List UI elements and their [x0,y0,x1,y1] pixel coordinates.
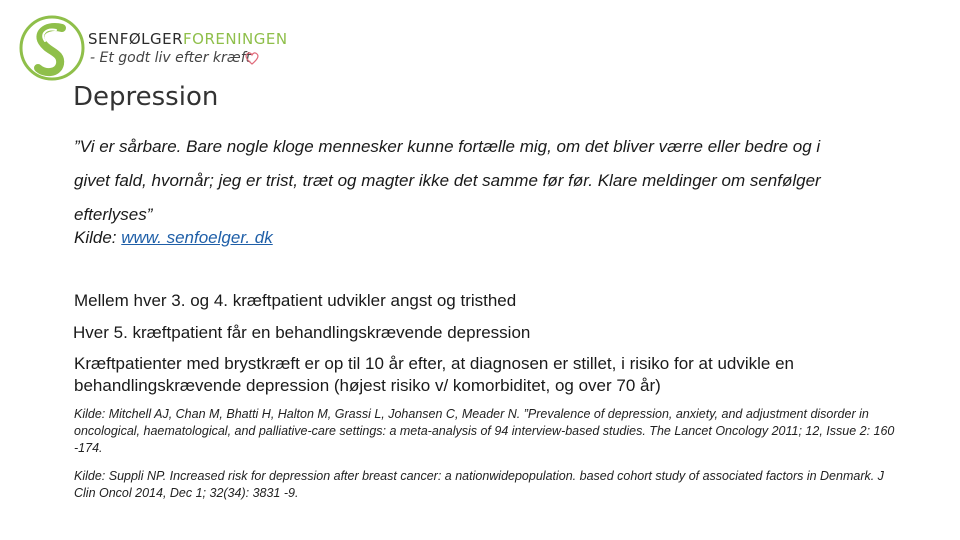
slide-title: Depression [73,82,219,112]
logo-name-part2: FORENINGEN [183,30,288,48]
quote-source [74,228,273,248]
senfolger-logo-icon [18,14,88,82]
fact-anxiety: Mellem hver 3. og 4. kræftpatient udvikler angst og tristhed [74,291,517,310]
fact-depression: Hver 5. kræftpatient får en behandlingskrævende depression [73,323,531,342]
source-label: Kilde: [74,228,122,247]
heart-icon [244,50,260,66]
logo-tagline: - Et godt liv efter kræft [90,50,252,66]
logo [18,12,288,82]
reference-suppli: Kilde: Suppli NP. Increased risk for depression after breast cancer: a nationwidepopulation. based cohort study of associated factors in Denmark. J Clin Oncol 2014, Dec 1; 32(34): 3831 -9. [74,469,884,500]
logo-name [88,30,288,48]
source-link[interactable]: www. senfoelger. dk [121,228,273,247]
reference-mitchell: Kilde: Mitchell AJ, Chan M, Bhatti H, Halton M, Grassi L, Johansen C, Meader N. ”Prevalence of depression, anxiety, and adjustment disorder in oncological, haematological, and palliative-care settings: a meta-analysis of 94 interview-based studies. The Lancet Oncology 2011; 12, Issue 2: 160 -174. [74,407,895,455]
fact-breast-cancer: Kræftpatienter med brystkræft er op til 10 år efter, at diagnosen er stillet, i risiko for at udvikle en behandlingskrævende depression (højest risiko v/ komorbiditet, og over 70 år) [74,354,794,395]
logo-name-part1: SENFØLGER [88,30,184,48]
patient-quote: ”Vi er sårbare. Bare nogle kloge mennesker kunne fortælle mig, om det bliver værre eller bedre og i givet fald, hvornår; jeg er trist, træt og magter ikke det samme før før. Klare meldinger om senfølger efterlyses” [74,137,821,224]
